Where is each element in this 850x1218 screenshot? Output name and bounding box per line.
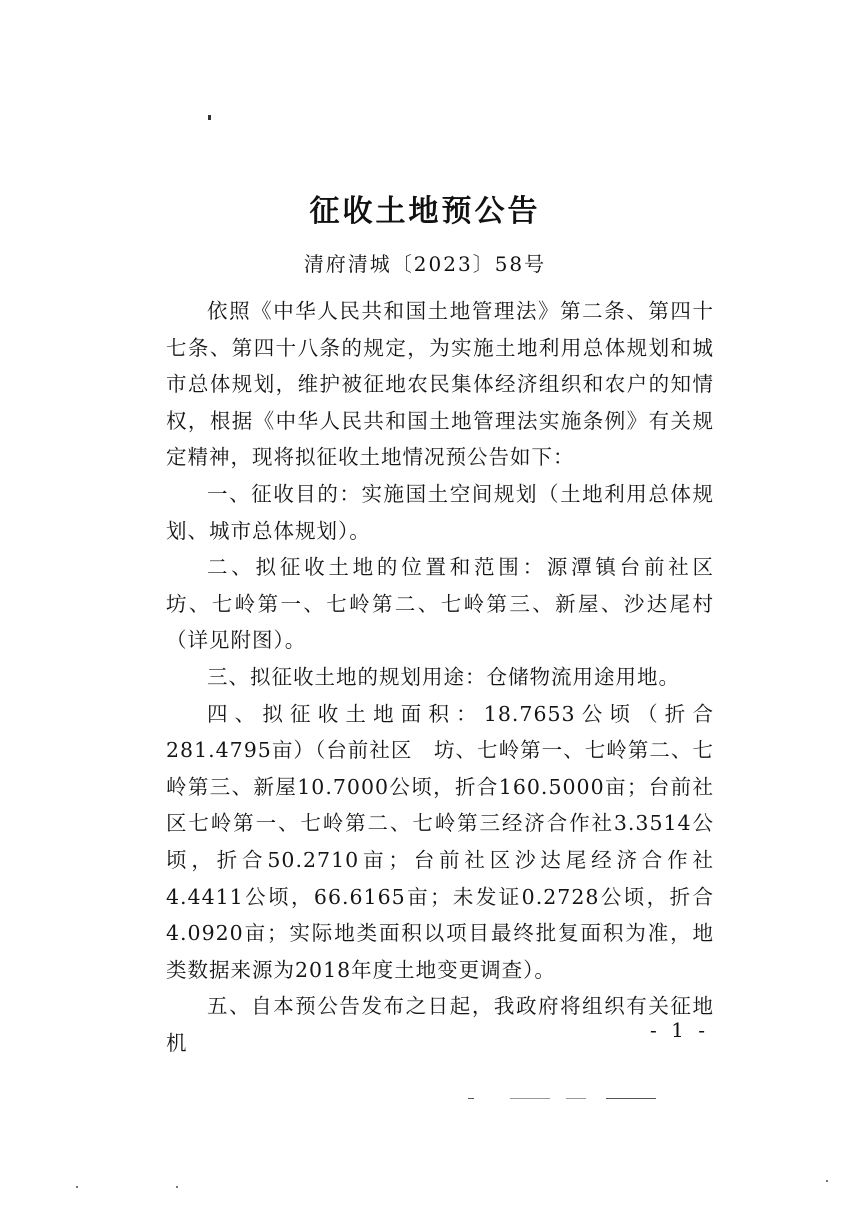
document-number: 清府清城〔2023〕58号 xyxy=(303,252,547,276)
scan-artifact xyxy=(606,1098,656,1099)
paragraph-area: 四、拟征收土地面积：18.7653公顷（折合281.4795亩）（台前社区 坊、七岭第一、七岭第二、七岭第三、新屋10.7000公顷，折合160.5000亩；台前社区七岭第一、七岭第二、七岭第三经济合作社3.3514公顷，折合50.2710亩；台前社区沙达尾经济合作社4.4411公顷，66.6165亩；未发证0.2728公顷，折合4.0920亩；实际地类面积以项目最终批复面积为准，地类数据来源为2018年度土地变更调查）。 xyxy=(166,701,714,982)
scan-artifact xyxy=(468,1098,474,1099)
paragraph-procedure: 五、自本预公告发布之日起，我政府将组织有关征地机 xyxy=(166,994,714,1055)
scan-artifact xyxy=(826,1180,828,1182)
scan-artifact xyxy=(566,1098,586,1099)
paragraph-usage: 三、拟征收土地的规划用途：仓储物流用途用地。 xyxy=(207,664,680,689)
scan-artifact xyxy=(510,1098,550,1099)
document-body xyxy=(166,293,736,1061)
document-title: 征收土地预公告 xyxy=(309,194,541,229)
paragraph-intro: 依照《中华人民共和国土地管理法》第二条、第四十七条、第四十八条的规定，为实施土地利用总体规划和城市总体规划，维护被征地农民集体经济组织和农户的知情权，根据《中华人民共和国土地管理法实施条例》有关规定精神，现将拟征收土地情况预公告如下： xyxy=(166,299,714,470)
page-number: - 1 - xyxy=(650,1018,709,1042)
scan-mark xyxy=(208,115,211,120)
scan-artifact xyxy=(176,1186,178,1188)
paragraph-location: 二、拟征收土地的位置和范围：源潭镇台前社区 坊、七岭第一、七岭第二、七岭第三、新屋、沙达尾村（详见附图）。 xyxy=(166,555,736,653)
paragraph-purpose: 一、征收目的：实施国土空间规划（土地利用总体规划、城市总体规划）。 xyxy=(166,481,714,543)
scan-artifact xyxy=(76,1186,78,1188)
